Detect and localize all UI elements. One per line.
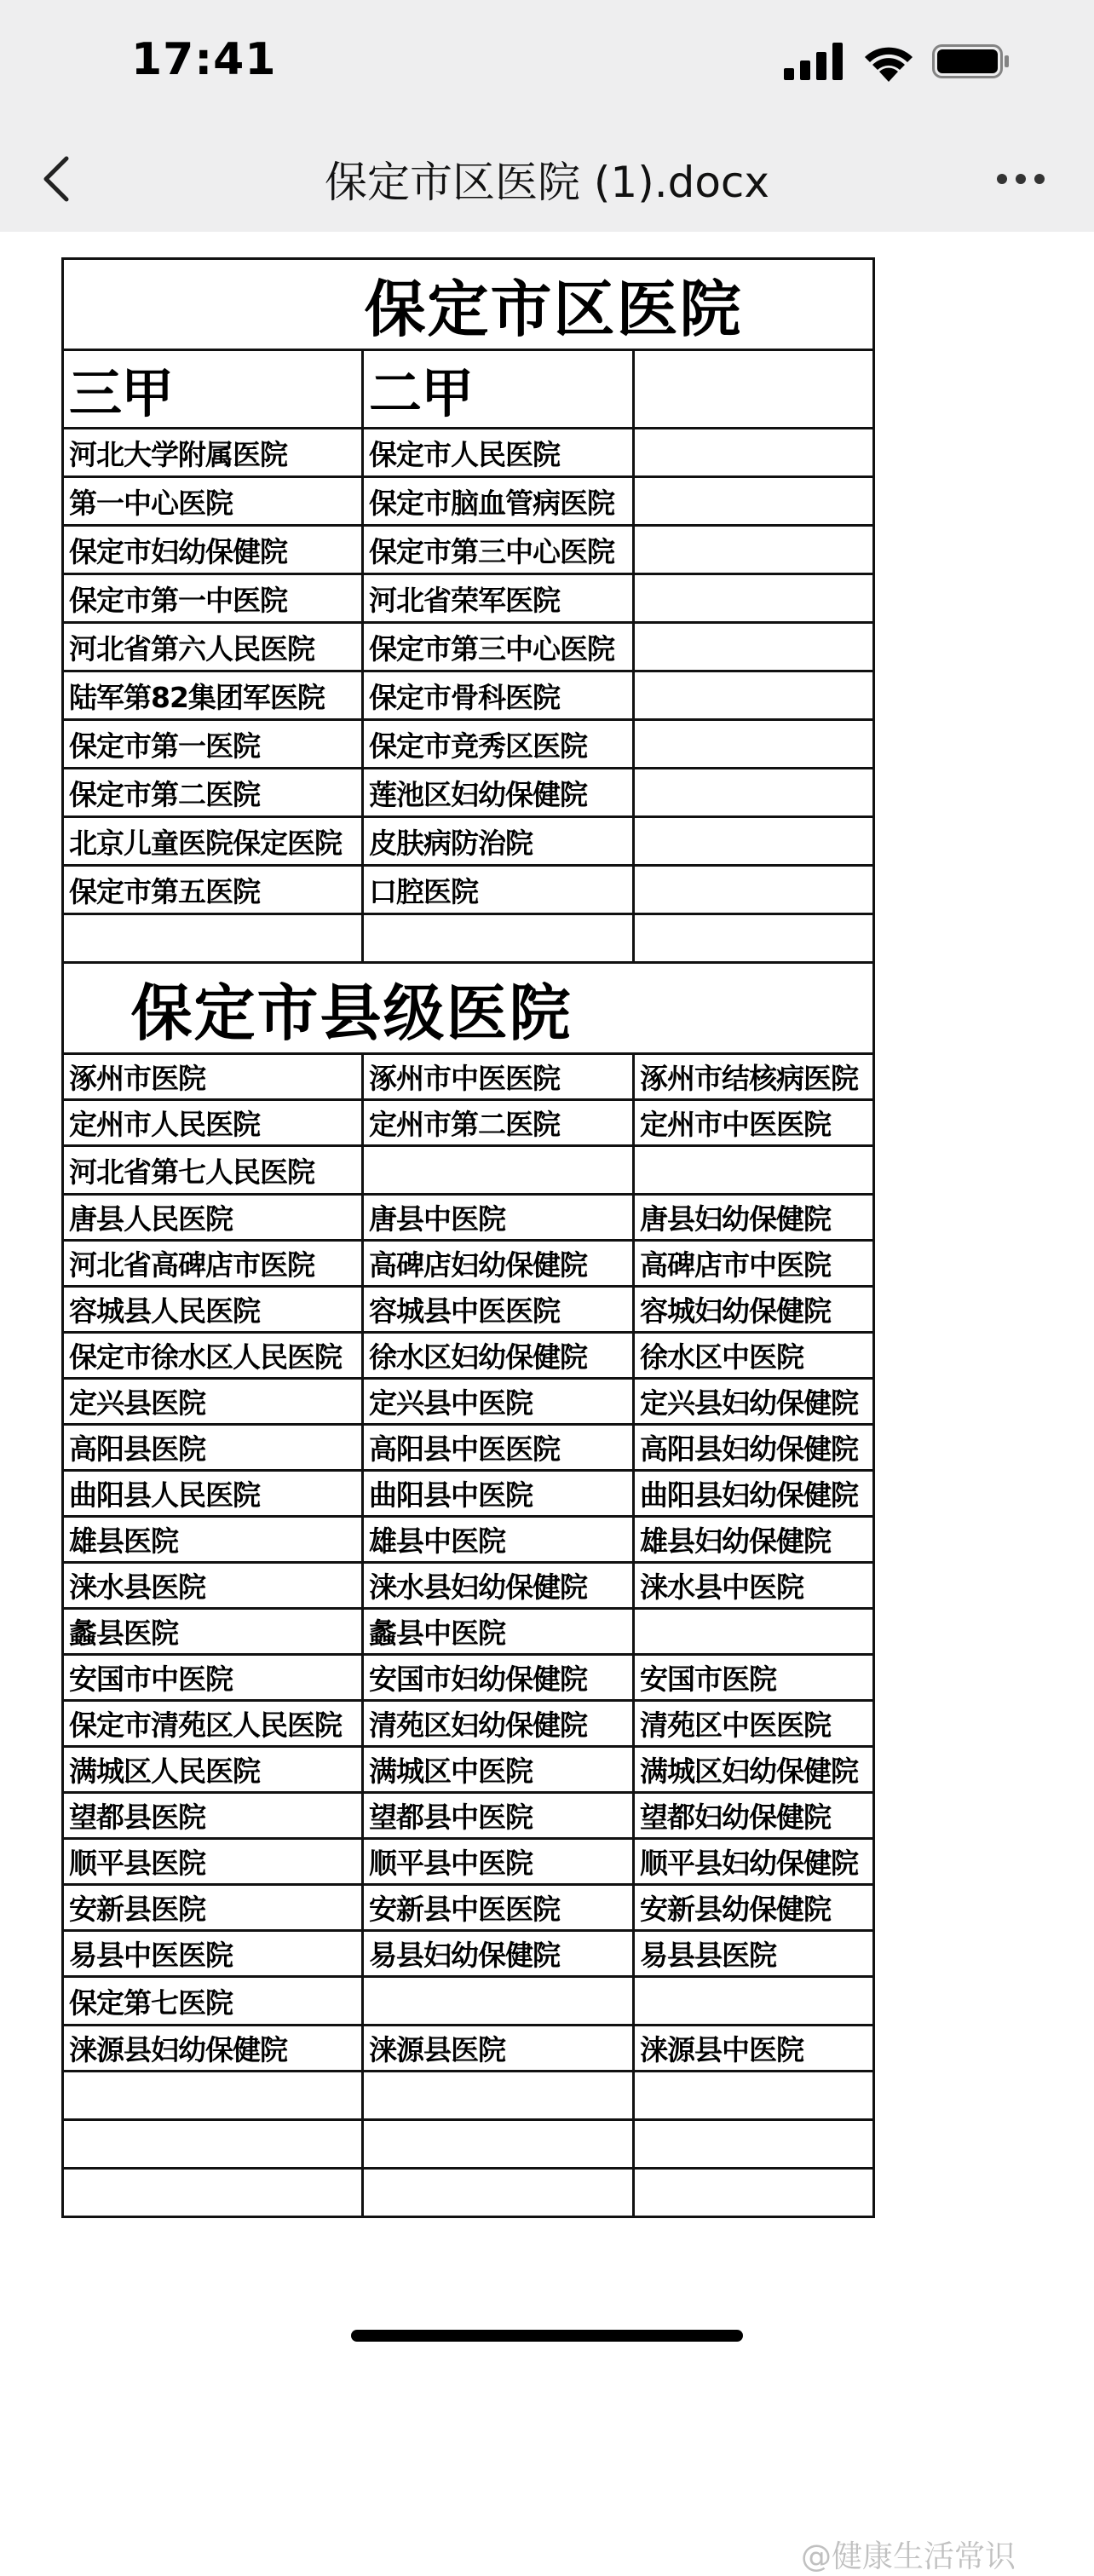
county-cell — [634, 2169, 874, 2217]
city-cell — [634, 866, 874, 914]
county-cell: 蠡县中医院 — [363, 1609, 634, 1655]
top-chrome — [0, 0, 1094, 232]
city-cell — [634, 769, 874, 817]
city-cell: 保定市第一中医院 — [63, 574, 363, 623]
grade-header-row — [63, 350, 874, 429]
county-row — [63, 1517, 874, 1563]
county-cell: 望都妇幼保健院 — [634, 1793, 874, 1839]
city-cell: 保定市竞秀区医院 — [363, 720, 634, 769]
city-cell: 保定市骨科医院 — [363, 671, 634, 720]
county-cell: 容城县中医医院 — [363, 1287, 634, 1333]
county-cell — [634, 1146, 874, 1195]
county-cell: 易县妇幼保健院 — [363, 1931, 634, 1977]
county-row — [63, 2120, 874, 2169]
city-cell — [634, 720, 874, 769]
county-row — [63, 1241, 874, 1287]
county-cell: 定州市人民医院 — [63, 1100, 363, 1146]
county-row — [63, 1287, 874, 1333]
county-row — [63, 1425, 874, 1471]
county-cell: 安新县中医医院 — [363, 1885, 634, 1931]
header-empty — [634, 350, 874, 429]
county-cell: 高碑店市中医院 — [634, 1241, 874, 1287]
county-cell: 安新县幼保健院 — [634, 1885, 874, 1931]
city-cell — [634, 526, 874, 574]
county-cell: 曲阳县妇幼保健院 — [634, 1471, 874, 1517]
city-row — [63, 817, 874, 866]
city-cell — [634, 914, 874, 963]
county-cell — [634, 1977, 874, 2026]
city-cell — [634, 574, 874, 623]
county-cell: 唐县妇幼保健院 — [634, 1195, 874, 1241]
county-cell: 高碑店妇幼保健院 — [363, 1241, 634, 1287]
city-row — [63, 477, 874, 526]
city-row — [63, 914, 874, 963]
county-row — [63, 1747, 874, 1793]
county-row — [63, 2026, 874, 2072]
county-row — [63, 1701, 874, 1747]
city-row — [63, 429, 874, 477]
county-cell: 雄县医院 — [63, 1517, 363, 1563]
cellular-signal-icon — [784, 43, 844, 80]
county-cell: 雄县妇幼保健院 — [634, 1517, 874, 1563]
city-cell: 陆军第82集团军医院 — [63, 671, 363, 720]
county-cell: 定兴县医院 — [63, 1379, 363, 1425]
battery-icon — [932, 44, 1011, 78]
county-cell: 定兴县妇幼保健院 — [634, 1379, 874, 1425]
city-cell: 保定市第一医院 — [63, 720, 363, 769]
county-cell: 安国市妇幼保健院 — [363, 1655, 634, 1701]
navigation-bar — [0, 128, 1094, 230]
county-cell: 清苑区中医医院 — [634, 1701, 874, 1747]
city-row — [63, 866, 874, 914]
header-grade-3a: 三甲 — [63, 350, 363, 429]
county-cell: 清苑区妇幼保健院 — [363, 1701, 634, 1747]
status-icons — [784, 39, 1014, 87]
city-row — [63, 720, 874, 769]
city-row — [63, 769, 874, 817]
county-cell: 顺平县中医院 — [363, 1839, 634, 1885]
county-row — [63, 1054, 874, 1100]
city-cell — [63, 914, 363, 963]
county-cell: 满城区人民医院 — [63, 1747, 363, 1793]
county-cell: 保定市清苑区人民医院 — [63, 1701, 363, 1747]
county-row — [63, 1885, 874, 1931]
county-cell: 徐水区妇幼保健院 — [363, 1333, 634, 1379]
status-time: 17:41 — [131, 34, 277, 85]
header-grade-2a: 二甲 — [363, 350, 634, 429]
city-row — [63, 623, 874, 671]
city-cell: 北京儿童医院保定医院 — [63, 817, 363, 866]
city-cell: 河北省荣军医院 — [363, 574, 634, 623]
county-cell — [634, 2120, 874, 2169]
county-cell — [634, 2072, 874, 2120]
county-row — [63, 1977, 874, 2026]
county-cell — [363, 1146, 634, 1195]
city-cell: 莲池区妇幼保健院 — [363, 769, 634, 817]
county-cell — [63, 2169, 363, 2217]
city-cell — [634, 429, 874, 477]
county-cell: 涞源县中医院 — [634, 2026, 874, 2072]
wifi-icon — [861, 39, 917, 82]
city-cell: 保定市第五医院 — [63, 866, 363, 914]
county-cell: 顺平县妇幼保健院 — [634, 1839, 874, 1885]
city-cell: 保定市脑血管病医院 — [363, 477, 634, 526]
city-cell — [634, 477, 874, 526]
county-row — [63, 2072, 874, 2120]
city-cell: 保定市第三中心医院 — [363, 623, 634, 671]
county-cell: 蠡县医院 — [63, 1609, 363, 1655]
county-cell: 唐县人民医院 — [63, 1195, 363, 1241]
county-cell — [363, 2169, 634, 2217]
document-title: 保定市区医院 (1).docx — [324, 158, 770, 207]
county-cell: 涿州市医院 — [63, 1054, 363, 1100]
watermark: @健康生活常识 — [801, 2539, 1016, 2574]
county-cell: 容城县人民医院 — [63, 1287, 363, 1333]
county-cell: 徐水区中医院 — [634, 1333, 874, 1379]
county-section-title: 保定市县级医院 — [63, 963, 874, 1054]
county-cell: 曲阳县中医院 — [363, 1471, 634, 1517]
city-cell: 皮肤病防治院 — [363, 817, 634, 866]
city-cell: 第一中心医院 — [63, 477, 363, 526]
county-cell: 河北省第七人民医院 — [63, 1146, 363, 1195]
county-row — [63, 1793, 874, 1839]
county-cell: 满城区妇幼保健院 — [634, 1747, 874, 1793]
county-cell — [63, 2072, 363, 2120]
city-cell: 保定市第二医院 — [63, 769, 363, 817]
county-row — [63, 1931, 874, 1977]
county-cell: 涞水县医院 — [63, 1563, 363, 1609]
county-cell: 保定第七医院 — [63, 1977, 363, 2026]
county-cell: 雄县中医院 — [363, 1517, 634, 1563]
city-title-row — [63, 259, 874, 350]
county-cell: 涞水县中医院 — [634, 1563, 874, 1609]
county-row — [63, 1146, 874, 1195]
county-cell: 唐县中医院 — [363, 1195, 634, 1241]
county-cell — [634, 1609, 874, 1655]
city-row — [63, 671, 874, 720]
county-cell: 易县县医院 — [634, 1931, 874, 1977]
city-cell — [634, 671, 874, 720]
county-cell: 望都县医院 — [63, 1793, 363, 1839]
county-title-row — [63, 963, 874, 1054]
county-cell: 定州市中医医院 — [634, 1100, 874, 1146]
county-row — [63, 1563, 874, 1609]
city-cell: 河北大学附属医院 — [63, 429, 363, 477]
county-cell: 顺平县医院 — [63, 1839, 363, 1885]
city-row — [63, 574, 874, 623]
county-cell: 安新县医院 — [63, 1885, 363, 1931]
county-row — [63, 1100, 874, 1146]
county-cell: 涞源县医院 — [363, 2026, 634, 2072]
county-cell: 曲阳县人民医院 — [63, 1471, 363, 1517]
county-row — [63, 1655, 874, 1701]
county-cell: 保定市徐水区人民医院 — [63, 1333, 363, 1379]
county-cell: 定兴县中医院 — [363, 1379, 634, 1425]
county-row — [63, 2169, 874, 2217]
city-cell: 河北省第六人民医院 — [63, 623, 363, 671]
county-cell: 高阳县医院 — [63, 1425, 363, 1471]
hospital-table — [61, 257, 875, 2218]
city-cell — [363, 914, 634, 963]
county-cell — [63, 2120, 363, 2169]
county-cell: 满城区中医院 — [363, 1747, 634, 1793]
county-row — [63, 1471, 874, 1517]
city-cell: 保定市人民医院 — [363, 429, 634, 477]
county-cell: 安国市医院 — [634, 1655, 874, 1701]
city-row — [63, 526, 874, 574]
home-indicator[interactable] — [351, 2330, 743, 2342]
county-cell: 涿州市中医医院 — [363, 1054, 634, 1100]
county-cell: 高阳县妇幼保健院 — [634, 1425, 874, 1471]
county-cell: 高阳县中医医院 — [363, 1425, 634, 1471]
county-cell: 定州市第二医院 — [363, 1100, 634, 1146]
city-cell: 保定市第三中心医院 — [363, 526, 634, 574]
county-row — [63, 1333, 874, 1379]
county-cell: 容城妇幼保健院 — [634, 1287, 874, 1333]
city-cell — [634, 817, 874, 866]
county-cell: 涞源县妇幼保健院 — [63, 2026, 363, 2072]
city-cell: 口腔医院 — [363, 866, 634, 914]
county-row — [63, 1609, 874, 1655]
more-options-icon[interactable] — [995, 172, 1046, 186]
city-cell — [634, 623, 874, 671]
county-cell — [363, 2072, 634, 2120]
county-cell: 涿州市结核病医院 — [634, 1054, 874, 1100]
county-cell: 河北省高碑店市医院 — [63, 1241, 363, 1287]
city-section-title: 保定市区医院 — [63, 259, 874, 350]
county-cell: 易县中医医院 — [63, 1931, 363, 1977]
county-cell: 望都县中医院 — [363, 1793, 634, 1839]
city-cell: 保定市妇幼保健院 — [63, 526, 363, 574]
county-row — [63, 1839, 874, 1885]
county-cell: 涞水县妇幼保健院 — [363, 1563, 634, 1609]
county-cell — [363, 2120, 634, 2169]
county-cell — [363, 1977, 634, 2026]
county-cell: 安国市中医院 — [63, 1655, 363, 1701]
document-view[interactable] — [0, 232, 1094, 2574]
county-row — [63, 1379, 874, 1425]
county-row — [63, 1195, 874, 1241]
